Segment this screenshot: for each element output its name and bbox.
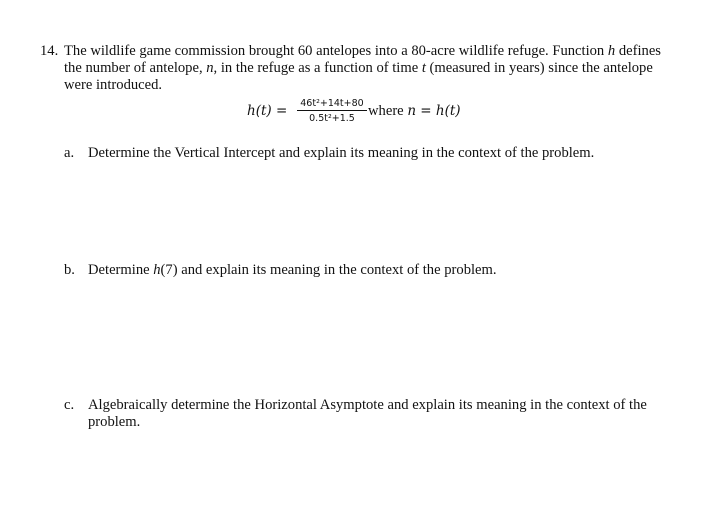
part-c-label: c.: [64, 397, 75, 413]
part-b-text-segment: (7) and explain its meaning in the context of the problem.: [160, 262, 497, 278]
part-c-text: [88, 397, 678, 431]
problem-statement: [64, 43, 674, 94]
formula-lhs: [247, 103, 287, 120]
where-word: where: [368, 103, 408, 119]
variable-t: t: [421, 60, 426, 76]
statement-text: , in the refuge as a function of time: [213, 60, 422, 76]
part-a-line-1: Determine the Vertical Intercept and explain its meaning in the context of the problem.: [88, 145, 595, 161]
problem-number: 14.: [40, 43, 59, 59]
variable-n: n: [206, 60, 214, 76]
part-b-label: b.: [64, 262, 75, 278]
statement-text: the number of antelope,: [64, 60, 207, 76]
formula-equals: =: [271, 103, 288, 119]
formula-numerator: 46t²+14t+80: [297, 98, 367, 111]
formula-where-clause: [368, 103, 461, 120]
function-variable-h: h: [153, 262, 161, 278]
where-variable: n: [407, 103, 417, 119]
formula-fraction: [297, 98, 367, 124]
where-equals: =: [416, 103, 436, 119]
part-b-text-segment: Determine: [88, 262, 154, 278]
part-b-line-1: [88, 262, 678, 279]
formula-denominator: 0.5t²+1.5: [309, 113, 355, 124]
statement-text: The wildlife game commission brought 60 antelopes into a 80-acre wildlife refuge. Function: [64, 43, 608, 59]
part-a-label: a.: [64, 145, 75, 161]
where-rhs: h(t): [435, 103, 461, 119]
formula-lhs-expression: h(t): [247, 103, 272, 119]
part-a-text: [88, 145, 678, 162]
part-c-line-2: problem.: [88, 414, 141, 430]
function-variable-h: h: [607, 43, 616, 59]
part-b-text: [88, 262, 678, 279]
statement-text: (measured in years) since the antelope: [425, 60, 653, 76]
part-c-line-1: Algebraically determine the Horizontal Asymptote and explain its meaning in the context of the: [88, 397, 647, 413]
statement-text: defines: [615, 43, 661, 59]
problem-statement-line-3: were introduced.: [64, 77, 163, 93]
problem-statement-line-2: [64, 60, 674, 77]
problem-statement-line-1: [64, 43, 674, 60]
